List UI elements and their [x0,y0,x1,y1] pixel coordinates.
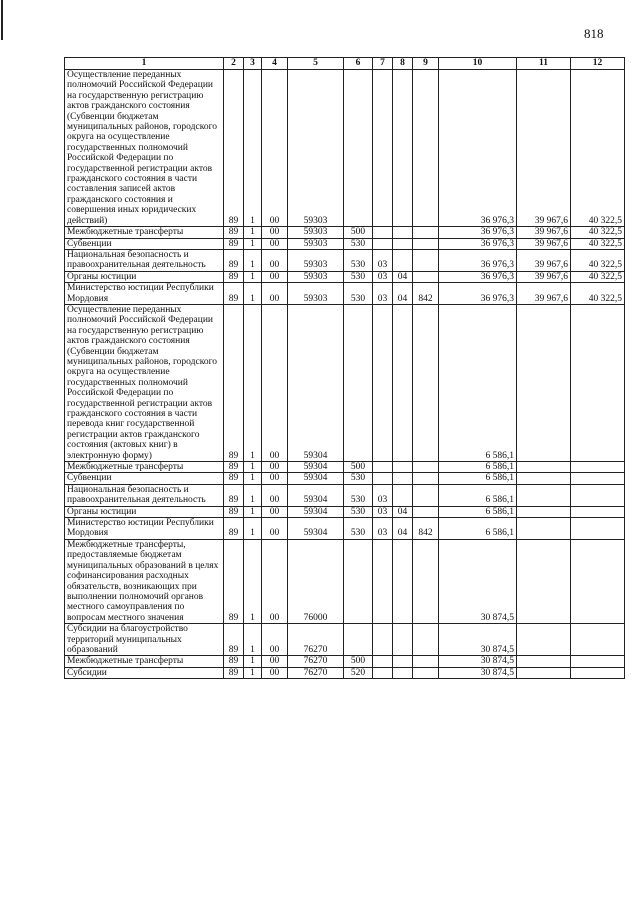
table-cell [413,473,439,484]
table-cell: 1 [244,484,262,506]
table-cell [393,462,413,473]
table-cell [373,473,393,484]
table-cell: 00 [262,506,288,517]
table-cell: 89 [224,539,244,623]
table-cell [373,539,393,623]
table-cell: 89 [224,227,244,238]
table-cell [571,667,625,678]
row-label: Осуществление переданных полномочий Российской Федерации на государственную регистрацию актов гражданского состояния (Субвенции бюджетам муниципальных районов, городского округа на осуществление государственных полномочий Российской Федерации по государственной регистрации актов гражданского состояния в части перевода книг государственной регистрации актов гражданского состояния (актовых книг) в электронную форму) [65,304,224,461]
table-cell: 30 874,5 [439,624,517,656]
table-cell: 500 [344,656,373,667]
row-label: Субвенции [65,238,224,249]
table-cell [571,506,625,517]
table-cell: 30 874,5 [439,539,517,623]
table-cell: 40 322,5 [571,238,625,249]
table-cell [393,304,413,461]
table-cell: 30 874,5 [439,656,517,667]
row-label: Субвенции [65,473,224,484]
table-cell [571,462,625,473]
table-cell: 03 [373,506,393,517]
table-cell: 30 874,5 [439,667,517,678]
column-header: 8 [393,58,413,70]
table-cell: 39 967,6 [517,249,571,271]
table-row [65,462,625,473]
binder-mark [1,0,3,40]
table-cell [517,484,571,506]
table-cell: 842 [413,518,439,540]
page-number: 818 [584,26,604,41]
column-header: 12 [571,58,625,70]
table-cell: 520 [344,667,373,678]
table-cell: 89 [224,484,244,506]
table-cell: 530 [344,473,373,484]
table-row [65,473,625,484]
table-cell: 6 586,1 [439,462,517,473]
table-cell [344,70,373,227]
table-cell [413,70,439,227]
table-cell [373,624,393,656]
row-label: Субсидии на благоустройство территорий муниципальных образований [65,624,224,656]
table-cell: 36 976,3 [439,271,517,282]
table-cell [373,667,393,678]
table-cell [571,539,625,623]
table-cell: 40 322,5 [571,271,625,282]
table-cell: 00 [262,539,288,623]
table-cell: 1 [244,271,262,282]
table-cell: 530 [344,238,373,249]
table-cell [571,518,625,540]
table-cell: 04 [393,506,413,517]
row-label: Межбюджетные трансферты, предоставляемые бюджетам муниципальных образований в целях софинансирования расходных обязательств, возникающих при выполнении полномочий органов местного самоуправления по вопросам местного значения [65,539,224,623]
table-row [65,518,625,540]
column-header: 7 [373,58,393,70]
table-cell: 40 322,5 [571,70,625,227]
table-cell: 89 [224,238,244,249]
table-cell [571,656,625,667]
table-cell: 1 [244,227,262,238]
table-cell [393,484,413,506]
column-header: 9 [413,58,439,70]
table-cell: 40 322,5 [571,283,625,305]
row-label: Органы юстиции [65,506,224,517]
table-cell: 1 [244,283,262,305]
column-header: 4 [262,58,288,70]
table-cell: 00 [262,624,288,656]
table-row [65,249,625,271]
table-cell [373,238,393,249]
table-cell: 00 [262,656,288,667]
table-cell: 00 [262,227,288,238]
table-cell: 36 976,3 [439,249,517,271]
table-cell: 00 [262,70,288,227]
table-cell [517,656,571,667]
table-row [65,667,625,678]
table-cell: 39 967,6 [517,238,571,249]
table-cell [373,70,393,227]
table-cell: 842 [413,283,439,305]
table-cell [393,624,413,656]
table-cell: 500 [344,227,373,238]
table-cell: 89 [224,518,244,540]
table-cell: 03 [373,283,393,305]
table-row [65,304,625,461]
table-cell [413,304,439,461]
table-cell: 6 586,1 [439,484,517,506]
table-cell: 59303 [288,238,344,249]
table-row [65,283,625,305]
table-cell [517,304,571,461]
table-cell [413,227,439,238]
row-label: Министерство юстиции Республики Мордовия [65,283,224,305]
table-cell [413,624,439,656]
table-cell: 59303 [288,70,344,227]
table-cell [373,656,393,667]
table-cell: 1 [244,70,262,227]
table-cell: 59304 [288,473,344,484]
table-cell [413,462,439,473]
table-cell: 03 [373,518,393,540]
table-cell [413,249,439,271]
table-cell: 00 [262,518,288,540]
table-cell: 89 [224,271,244,282]
table-cell: 04 [393,518,413,540]
row-label: Межбюджетные трансферты [65,462,224,473]
table-cell: 00 [262,249,288,271]
table-cell: 39 967,6 [517,227,571,238]
table-cell: 00 [262,484,288,506]
table-cell: 59304 [288,462,344,473]
table-cell: 1 [244,539,262,623]
table-cell: 6 586,1 [439,304,517,461]
table-cell [344,624,373,656]
column-header: 2 [224,58,244,70]
table-row [65,506,625,517]
table-cell [393,667,413,678]
table-cell [571,484,625,506]
table-cell [393,473,413,484]
table-cell: 36 976,3 [439,283,517,305]
table-cell: 89 [224,667,244,678]
table-cell: 39 967,6 [517,283,571,305]
table-cell [517,462,571,473]
table-cell: 89 [224,249,244,271]
column-header: 5 [288,58,344,70]
table-cell: 00 [262,473,288,484]
table-cell: 36 976,3 [439,238,517,249]
column-header: 10 [439,58,517,70]
table-cell [413,506,439,517]
table-cell: 1 [244,518,262,540]
table-cell [571,473,625,484]
column-header-row [65,58,625,70]
table-row [65,624,625,656]
table-cell: 1 [244,624,262,656]
table-cell [393,539,413,623]
table-cell [413,656,439,667]
table-cell [393,70,413,227]
table-row [65,227,625,238]
table-cell: 89 [224,624,244,656]
table-cell: 59304 [288,484,344,506]
table-cell: 76000 [288,539,344,623]
table-cell: 1 [244,249,262,271]
table-cell: 530 [344,518,373,540]
table-cell: 03 [373,271,393,282]
table-cell [517,624,571,656]
budget-table [64,57,625,679]
row-label: Национальная безопасность и правоохранительная деятельность [65,249,224,271]
table-cell: 6 586,1 [439,506,517,517]
table-cell: 36 976,3 [439,70,517,227]
column-header: 1 [65,58,224,70]
table-cell: 59303 [288,227,344,238]
column-header: 3 [244,58,262,70]
table-row [65,539,625,623]
table-cell: 00 [262,238,288,249]
table-cell [393,249,413,271]
table-cell: 76270 [288,667,344,678]
row-label: Осуществление переданных полномочий Российской Федерации на государственную регистрацию актов гражданского состояния (Субвенции бюджетам муниципальных районов, городского округа на осуществление государственных полномочий Российской Федерации по государственной регистрации актов гражданского состояния в части составления записей актов гражданского состояния и совершения иных юридических действий) [65,70,224,227]
table-cell: 6 586,1 [439,518,517,540]
table-cell: 76270 [288,624,344,656]
table-cell [517,667,571,678]
table-cell: 59304 [288,304,344,461]
table-cell: 00 [262,271,288,282]
table-row [65,70,625,227]
table-cell: 89 [224,283,244,305]
table-cell: 530 [344,506,373,517]
table-cell [373,462,393,473]
table-cell: 89 [224,462,244,473]
table-cell: 04 [393,271,413,282]
row-label: Субсидии [65,667,224,678]
table-cell [517,506,571,517]
table-cell [517,518,571,540]
table-cell: 59304 [288,518,344,540]
row-label: Национальная безопасность и правоохранительная деятельность [65,484,224,506]
table-cell [373,227,393,238]
table-cell: 530 [344,271,373,282]
table-cell [344,539,373,623]
table-cell: 1 [244,473,262,484]
table-row [65,271,625,282]
table-cell: 59304 [288,506,344,517]
row-label: Министерство юстиции Республики Мордовия [65,518,224,540]
table-cell [517,473,571,484]
table-cell: 89 [224,506,244,517]
table-row [65,484,625,506]
table-cell: 00 [262,283,288,305]
table-cell [393,238,413,249]
table-cell [344,304,373,461]
column-header: 11 [517,58,571,70]
table-cell: 1 [244,506,262,517]
table-cell: 39 967,6 [517,70,571,227]
table-cell: 500 [344,462,373,473]
table-cell: 00 [262,304,288,461]
table-cell: 76270 [288,656,344,667]
row-label: Межбюджетные трансферты [65,227,224,238]
row-label: Органы юстиции [65,271,224,282]
table-cell: 36 976,3 [439,227,517,238]
table-cell: 1 [244,462,262,473]
table-cell: 1 [244,667,262,678]
table-cell [413,484,439,506]
table-cell [373,304,393,461]
row-label: Межбюджетные трансферты [65,656,224,667]
table-cell: 89 [224,304,244,461]
table-cell: 1 [244,304,262,461]
table-cell [413,238,439,249]
column-header: 6 [344,58,373,70]
table-cell: 03 [373,484,393,506]
table-cell: 04 [393,283,413,305]
table-cell [413,539,439,623]
table-cell: 89 [224,656,244,667]
table-cell [413,667,439,678]
table-cell [571,304,625,461]
table-cell: 59303 [288,271,344,282]
table-cell: 89 [224,473,244,484]
table-cell [413,271,439,282]
table-cell [393,656,413,667]
table-row [65,238,625,249]
table-cell [517,539,571,623]
table-cell: 40 322,5 [571,227,625,238]
table-cell: 39 967,6 [517,271,571,282]
table-cell: 89 [224,70,244,227]
table-cell: 1 [244,656,262,667]
table-cell [393,227,413,238]
table-cell: 00 [262,667,288,678]
table-cell [571,624,625,656]
table-row [65,656,625,667]
table-cell: 03 [373,249,393,271]
table-cell: 40 322,5 [571,249,625,271]
table-cell: 6 586,1 [439,473,517,484]
table-cell: 59303 [288,249,344,271]
table-cell: 1 [244,238,262,249]
table-cell: 530 [344,484,373,506]
table-cell: 530 [344,283,373,305]
table-cell: 00 [262,462,288,473]
table-cell: 530 [344,249,373,271]
table-cell: 59303 [288,283,344,305]
